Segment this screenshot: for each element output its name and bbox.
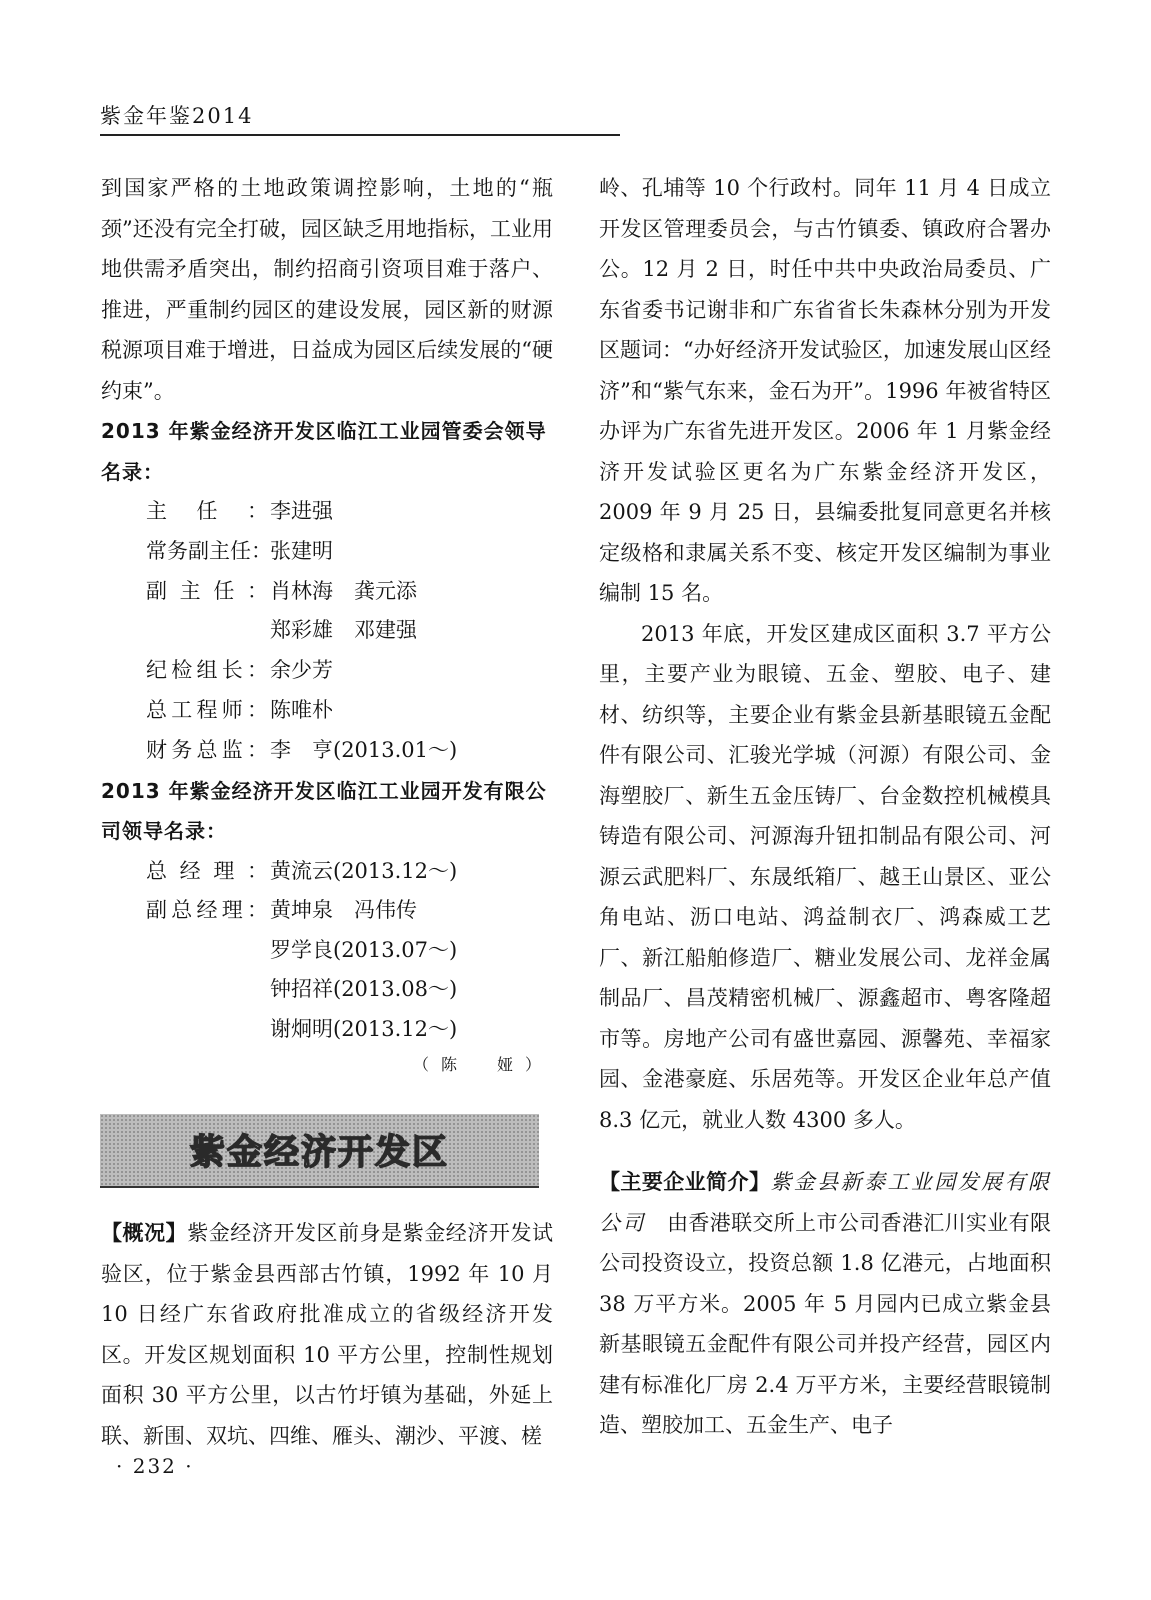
roster-row (101, 852, 553, 892)
roster1-heading: 2013 年紫金经济开发区临江工业园管委会领导名录： (101, 419, 547, 484)
roster-row (101, 931, 553, 971)
author-signature: （陈 娅） (412, 1054, 553, 1074)
roster-names: 李进强 (270, 499, 333, 523)
roster-row (101, 532, 553, 572)
roster-names: 陈唯朴 (270, 697, 333, 722)
industry-paragraph: 2013 年底，开发区建成区面积 3.7 平方公里，主要产业为眼镜、五金、塑胶、电子、建材、纺织等，主要企业有紫金县新基眼镜五金配件有限公司、汇骏光学城（河源）有限公司、金海塑胶厂、新生五金压铸厂、台金数控机械模具铸造有限公司、河源海升钮扣制品有限公司、河源云武肥料厂、东晟纸箱厂、越王山景区、亚公角电站、沥口电站、鸿益制衣厂、鸿森威工艺厂、新江船舶修造厂、糖业发展公司、龙祥金属制品厂、昌茂精密机械厂、源鑫超市、粤客隆超市等。房地产公司有盛世嘉园、源馨苑、幸福家园、金港豪庭、乐居苑等。开发区企业年总产值 8.3 亿元，就业人数 4300 多人。 (599, 621, 1051, 1132)
enterprise-text: 由香港联交所上市公司香港汇川实业有限公司投资设立，投资总额 1.8 亿港元，占地面积 38 万平方米。2005 年 5 月园内已成立紫金县新基眼镜五金配件有限公司并投产经营，园区内建有标准化厂房 2.4 万平方米，主要经营眼镜制造、塑胶加工、五金生产、电子 (599, 1210, 1052, 1437)
overview-label: 【概况】 (101, 1221, 188, 1245)
roster-row (101, 731, 553, 771)
left-column (101, 168, 553, 1080)
roster2-list (101, 852, 553, 1050)
page-number: · 232 · (116, 1454, 194, 1478)
header-rule (100, 134, 620, 136)
roster-title: 财务总监： (146, 737, 268, 762)
roster-names: 郑彩雄 邓建强 (270, 618, 417, 643)
enterprise-name: 紫金县新泰工业园发展有限公司 (599, 1170, 1052, 1235)
roster-title: 副总经理： (146, 898, 268, 923)
running-header: 紫金年鉴2014 (100, 104, 254, 128)
roster-names: 谢炯明(2013.12～) (270, 1016, 458, 1041)
roster-row (101, 651, 553, 691)
roster-row (101, 572, 553, 612)
roster-names: 钟招祥(2013.08～) (270, 977, 458, 1002)
roster-title: 纪检组长： (146, 658, 268, 683)
roster-names: 黄流云(2013.12～) (270, 858, 458, 883)
roster-title: 总经理： (146, 858, 268, 883)
roster-row (101, 691, 553, 731)
roster-title: 主任： (146, 499, 268, 523)
roster-row (101, 1010, 553, 1050)
roster-title: 常务副主任： (146, 538, 272, 563)
roster2-heading: 2013 年紫金经济开发区临江工业园开发有限公司领导名录： (101, 778, 547, 844)
roster-names: 余少芳 (270, 658, 333, 683)
roster1-list (101, 492, 553, 771)
overview-section (101, 1213, 553, 1456)
section-title: 紫金经济开发区 (189, 1133, 449, 1173)
roster-row (101, 970, 553, 1010)
overview-text: 紫金经济开发区前身是紫金经济开发试验区，位于紫金县西部古竹镇，1992 年 10 月 10 日经广东省政府批准成立的省级经济开发区。开发区规划面积 10 平方公里，控制性规划面积 30 平方公里，以古竹圩镇为基础，外延上联、新围、双坑、四维、雁头、潮沙、平渡、槎 (101, 1221, 554, 1448)
overview-paragraph (101, 1213, 553, 1456)
right-column (599, 168, 1051, 1446)
roster-row (101, 492, 553, 532)
roster-row (101, 611, 553, 651)
roster-names: 罗学良(2013.07～) (270, 937, 458, 962)
roster-title: 副主任： (146, 578, 268, 603)
enterprise-label: 【主要企业简介】 (599, 1170, 771, 1194)
roster-title: 总工程师： (146, 697, 268, 722)
roster-names: 黄坤泉 冯伟传 (270, 898, 417, 923)
roster-names: 肖林海 龚元添 (270, 578, 417, 603)
spacer (599, 1140, 1051, 1162)
roster-names: 李 亨(2013.01～) (270, 737, 458, 762)
roster-names: 张建明 (270, 538, 333, 563)
enterprise-paragraph (599, 1162, 1051, 1446)
section-banner (100, 1114, 539, 1188)
history-paragraph: 岭、孔埔等 10 个行政村。同年 11 月 4 日成立开发区管理委员会，与古竹镇委、镇政府合署办公。12 月 2 日，时任中共中央政治局委员、广东省委书记谢非和广东省省长朱森林分别为开发区题词：“办好经济开发试验区，加速发展山区经济”和“紫气东来，金石为开”。1996 年被省特区办评为广东省先进开发区。2006 年 1 月紫金经济开发试验区更名为广东紫金经济开发区，2009 年 9 月 25 日，县编委批复同意更名并核定级格和隶属关系不变、核定开发区编制为事业编制 15 名。 (599, 176, 1051, 605)
roster-row (101, 891, 553, 931)
intro-paragraph: 到国家严格的土地政策调控影响，土地的“瓶颈”还没有完全打破，园区缺乏用地指标，工业用地供需矛盾突出，制约招商引资项目难于落户、推进，严重制约园区的建设发展，园区新的财源税源项目难于增进，日益成为园区后续发展的“硬约束”。 (101, 176, 553, 403)
